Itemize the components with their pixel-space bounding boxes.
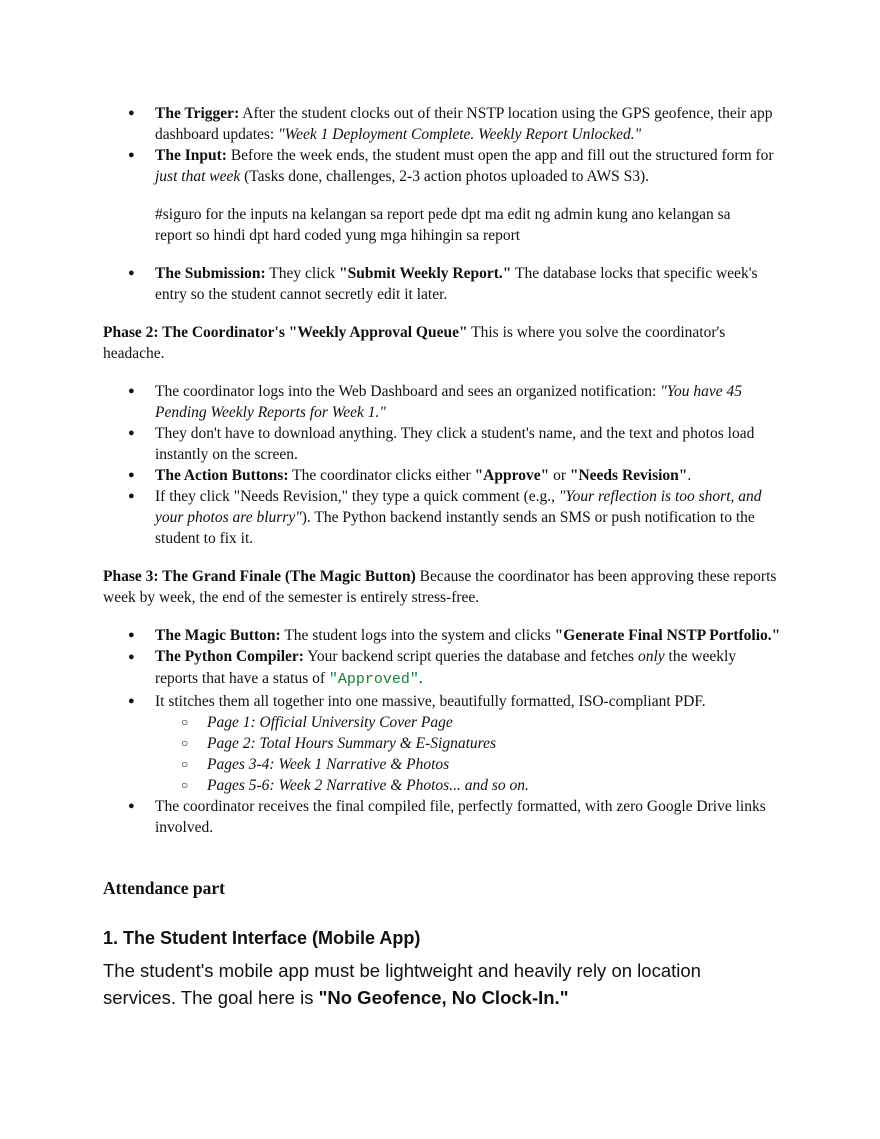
text: the weekly reports that have a status of xyxy=(155,648,737,687)
text: Before the week ends, the student must open the app and fill out the structured form for xyxy=(226,147,774,164)
list-item xyxy=(103,796,781,838)
list-item xyxy=(103,486,781,549)
text: The coordinator logs into the Web Dashboard and sees an organized notification: xyxy=(155,383,661,400)
sub-item-text: Pages 3-4: Week 1 Narrative & Photos xyxy=(207,756,450,773)
italic-quote: "Your reflection is too short, and your photos are blurry" xyxy=(155,488,762,526)
text: . xyxy=(687,467,692,484)
text: . xyxy=(418,670,423,687)
note-paragraph: #siguro for the inputs na kelangan sa report pede dpt ma edit ng admin kung ano kelangan sa report so hindi dpt hard coded yung mga hihingin sa report xyxy=(155,206,731,244)
phase2-heading xyxy=(103,322,783,364)
bold-label: The Magic Button: xyxy=(155,627,281,644)
text: The coordinator receives the final compiled file, perfectly formatted, with zero Google Drive links involved. xyxy=(155,798,766,836)
list-item-input xyxy=(103,145,781,187)
bold-label: The Submission: xyxy=(155,265,266,282)
bold-label: The Trigger: xyxy=(155,105,240,122)
text: They click xyxy=(265,265,340,282)
text: It stitches them all together into one massive, beautifully formatted, ISO-compliant PDF. xyxy=(155,693,706,710)
sub-item-text: Pages 5-6: Week 2 Narrative & Photos... and so on. xyxy=(207,777,529,794)
bold-label: The Action Buttons: xyxy=(155,467,289,484)
sub-list-item xyxy=(103,754,781,775)
bold-quote: "Approve" xyxy=(474,467,550,484)
bold-label: The Python Compiler: xyxy=(155,648,304,665)
list-item-submission xyxy=(103,263,781,305)
phase3-heading xyxy=(103,566,783,608)
phase3-list xyxy=(0,625,781,838)
italic-text: only xyxy=(637,648,665,665)
list-item xyxy=(103,465,781,486)
list-item xyxy=(103,423,781,465)
bold-label: The Input: xyxy=(155,147,227,164)
phase3-title: Phase 3: The Grand Finale (The Magic Button) xyxy=(103,568,416,585)
bold-quote: "No Geofence, No Clock-In." xyxy=(318,987,569,1008)
italic-quote: "Week 1 Deployment Complete. Weekly Report Unlocked." xyxy=(278,126,642,143)
phase2-list xyxy=(0,381,781,549)
bold-quote: "Submit Weekly Report." xyxy=(339,265,512,282)
list-item xyxy=(103,691,781,712)
sub-list-item xyxy=(103,733,781,754)
text: Your backend script queries the database and fetches xyxy=(303,648,638,665)
sub-item-text: Page 1: Official University Cover Page xyxy=(207,714,453,731)
attendance-heading: Attendance part xyxy=(103,878,225,898)
phase3-text: Because the coordinator has been approving these reports week by week, the end of the semester is entirely stress-free. xyxy=(103,568,777,606)
list-item xyxy=(103,646,781,691)
bold-quote: "Needs Revision" xyxy=(569,467,688,484)
sub-list-item xyxy=(103,712,781,733)
attendance-paragraph xyxy=(103,957,743,1011)
text: or xyxy=(549,467,570,484)
list-item xyxy=(103,625,781,646)
text: The coordinator clicks either xyxy=(288,467,475,484)
text: They don't have to download anything. They click a student's name, and the text and photos load instantly on the screen. xyxy=(155,425,755,463)
student-interface-heading: 1. The Student Interface (Mobile App) xyxy=(103,928,421,948)
text: The database locks that specific week's entry so the student cannot secretly edit it later. xyxy=(155,265,758,303)
text: ). The Python backend instantly sends an SMS or push notification to the student to fix it. xyxy=(155,509,755,547)
italic-text: just that week xyxy=(155,168,241,185)
list-item xyxy=(103,381,781,423)
code-approved: "Approved" xyxy=(328,671,419,688)
text: The student logs into the system and clicks xyxy=(280,627,555,644)
list-item-trigger xyxy=(103,103,781,145)
phase1-list-cont xyxy=(0,263,781,305)
text: If they click "Needs Revision," they type a quick comment (e.g., xyxy=(155,488,559,505)
text: After the student clocks out of their NSTP location using the GPS geofence, their app dashboard updates: xyxy=(155,105,773,143)
text: The student's mobile app must be lightweight and heavily rely on location services. The goal here is xyxy=(103,960,701,1008)
phase2-title: Phase 2: The Coordinator's "Weekly Approval Queue" xyxy=(103,324,468,341)
bold-quote: "Generate Final NSTP Portfolio." xyxy=(554,627,781,644)
sub-list-item xyxy=(103,775,781,796)
text: (Tasks done, challenges, 2-3 action photos uploaded to AWS S3). xyxy=(240,168,650,185)
italic-quote: "You have 45 Pending Weekly Reports for Week 1." xyxy=(155,383,742,421)
phase2-text: This is where you solve the coordinator's headache. xyxy=(103,324,726,362)
sub-item-text: Page 2: Total Hours Summary & E-Signatures xyxy=(207,735,497,752)
phase1-list xyxy=(0,103,781,187)
